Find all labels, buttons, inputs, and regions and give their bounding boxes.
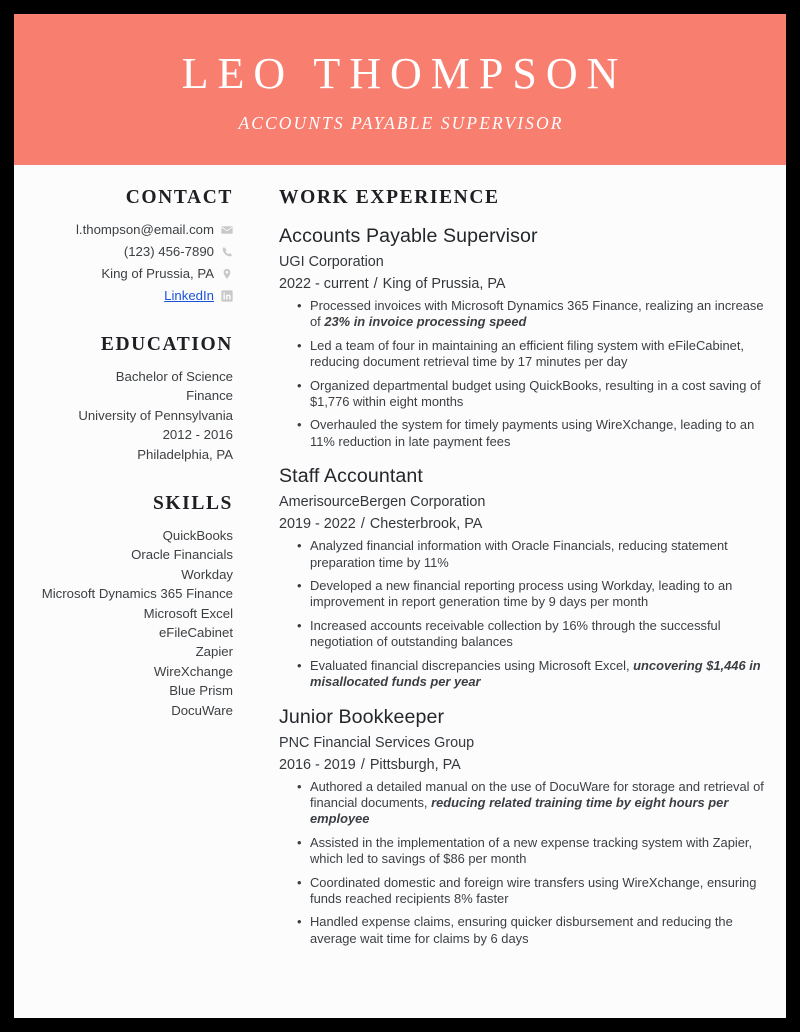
job-bullet-list <box>279 779 768 948</box>
job-meta-separator: / <box>360 756 365 773</box>
jobs-list <box>279 224 768 947</box>
bullet-text: Processed invoices with Microsoft Dynamics 365 Finance, realizing an increase of <box>310 298 764 330</box>
work-experience-heading: WORK EXPERIENCE <box>279 187 500 208</box>
job-dates: 2019 - 2022 <box>279 516 356 533</box>
job-entry <box>279 224 768 450</box>
phone-icon <box>221 246 233 258</box>
education-item: Bachelor of Science <box>115 369 233 384</box>
contact-row <box>24 220 233 239</box>
bullet-text: Overhauled the system for timely payments using WireXchange, leading to an 11% reduction in late payment fees <box>310 417 755 449</box>
work-experience-section <box>233 187 786 954</box>
linkedin-icon <box>221 290 233 302</box>
bullet-text: Handled expense claims, ensuring quicker disbursement and reducing the average wait time for claims by 6 days <box>310 914 733 946</box>
bullet-highlight: 23% in invoice processing speed <box>324 314 527 330</box>
education-item: 2012 - 2016 <box>162 427 233 443</box>
job-bullet <box>279 298 768 331</box>
job-company: PNC Financial Services Group <box>279 734 475 751</box>
job-title: Staff Accountant <box>279 465 423 488</box>
job-meta-separator: / <box>360 516 365 533</box>
job-meta <box>279 274 768 294</box>
education-list <box>24 367 233 464</box>
bullet-text: Coordinated domestic and foreign wire transfers using WireXchange, ensuring funds reached recipients 8% faster <box>310 874 757 906</box>
bullet-highlight: uncovering $1,446 in misallocated funds per year <box>310 657 761 690</box>
skill-item: Microsoft Dynamics 365 Finance <box>41 586 233 602</box>
education-item: University of Pennsylvania <box>78 407 233 423</box>
skill-item: Workday <box>181 566 233 582</box>
education-item: Philadelphia, PA <box>137 446 233 462</box>
sidebar <box>14 187 233 749</box>
contact-section <box>24 187 233 305</box>
skills-list <box>24 526 233 720</box>
job-dates: 2022 - current <box>279 276 369 292</box>
resume-body <box>14 165 786 954</box>
job-meta-separator: / <box>373 276 378 292</box>
contact-value: l.thompson@email.com <box>76 222 214 237</box>
job-title: Junior Bookkeeper <box>279 705 445 728</box>
job-bullet <box>279 835 768 868</box>
bullet-text: Analyzed financial information with Oracle Financials, reducing statement preparation time by 11% <box>310 538 728 570</box>
map-pin-icon <box>221 268 233 280</box>
contact-list <box>24 220 233 305</box>
job-bullet-list <box>279 298 768 450</box>
education-heading: EDUCATION <box>100 334 233 355</box>
envelope-icon <box>221 224 233 236</box>
job-entry <box>279 464 768 690</box>
job-location: King of Prussia, PA <box>382 276 506 292</box>
job-company: UGI Corporation <box>279 254 384 270</box>
job-location: Chesterbrook, PA <box>369 516 483 533</box>
bullet-text: Led a team of four in maintaining an efficient filing system with eFileCabinet, reducing document retrieval time by 17 minutes per day <box>310 337 744 370</box>
skill-item: Zapier <box>195 644 233 660</box>
job-bullet <box>279 338 768 371</box>
job-bullet <box>279 618 768 651</box>
skill-item: Blue Prism <box>169 683 233 699</box>
resume-header <box>14 14 786 165</box>
skill-item: Microsoft Excel <box>143 605 233 621</box>
bullet-text: Developed a new financial reporting process using Workday, leading to an improvement in report generation time by 9 days per month <box>310 578 733 610</box>
contact-row <box>24 264 233 283</box>
job-entry <box>279 705 768 948</box>
education-item: Finance <box>186 388 233 404</box>
skills-heading: SKILLS <box>152 493 233 515</box>
bullet-text: Increased accounts receivable collection by 16% through the successful negotiation of outstanding balances <box>310 617 721 650</box>
skill-item: DocuWare <box>171 702 233 718</box>
linkedin-link[interactable]: LinkedIn <box>164 288 214 303</box>
contact-row[interactable] <box>24 286 233 305</box>
job-bullet <box>279 578 768 611</box>
job-company: AmerisourceBergen Corporation <box>279 494 486 511</box>
job-bullet-list <box>279 538 768 690</box>
skills-section <box>24 493 233 720</box>
contact-row <box>24 242 233 261</box>
job-bullet <box>279 538 768 571</box>
job-location: Pittsburgh, PA <box>369 756 461 773</box>
job-bullet <box>279 779 768 828</box>
job-meta <box>279 755 768 775</box>
job-dates: 2016 - 2019 <box>279 756 356 773</box>
bullet-highlight: reducing related training time by eight hours per employee <box>310 794 729 827</box>
contact-value: (123) 456-7890 <box>123 244 214 259</box>
job-bullet <box>279 658 768 691</box>
skill-item: QuickBooks <box>162 528 233 544</box>
job-bullet <box>279 875 768 908</box>
bullet-text: Assisted in the implementation of a new expense tracking system with Zapier, which led to savings of $86 per month <box>310 834 753 867</box>
skill-item: eFileCabinet <box>158 625 233 641</box>
bullet-text: Authored a detailed manual on the use of DocuWare for storage and retrieval of financial documents, <box>310 778 764 810</box>
candidate-job-title: ACCOUNTS PAYABLE SUPERVISOR <box>238 112 564 133</box>
skill-item: WireXchange <box>153 663 233 679</box>
skill-item: Oracle Financials <box>131 547 233 563</box>
contact-heading: CONTACT <box>125 187 233 208</box>
education-section <box>24 334 233 464</box>
job-meta <box>279 514 768 534</box>
resume-page <box>14 14 786 1018</box>
job-bullet <box>279 378 768 411</box>
bullet-text: Organized departmental budget using QuickBooks, resulting in a cost saving of $1,776 within eight months <box>310 377 761 410</box>
job-title: Accounts Payable Supervisor <box>279 225 538 247</box>
job-bullet <box>279 417 768 450</box>
bullet-text: Evaluated financial discrepancies using Microsoft Excel, <box>310 657 634 673</box>
job-bullet <box>279 914 768 947</box>
candidate-name: LEO THOMPSON <box>181 48 628 98</box>
contact-value: King of Prussia, PA <box>101 266 214 281</box>
